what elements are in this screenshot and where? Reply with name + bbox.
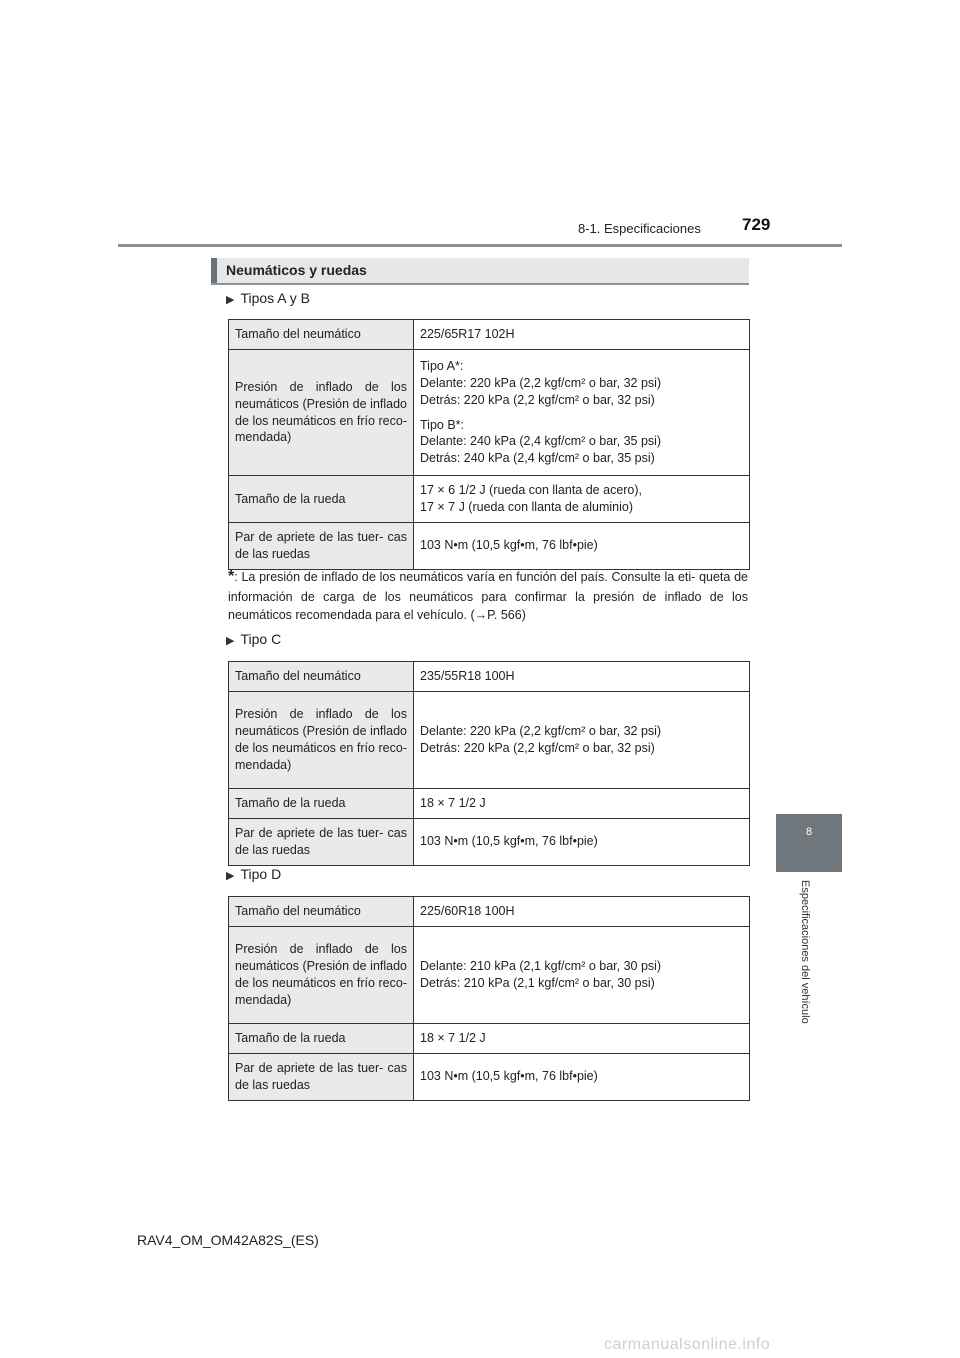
subheading-group-2: ▶ Tipo C xyxy=(226,631,282,647)
subheading-group-1: ▶ Tipos A y B xyxy=(226,290,310,306)
footnote xyxy=(228,565,748,624)
row-value: 103 N•m (10,5 kgf•m, 76 lbf•pie) xyxy=(414,1053,750,1100)
triangle-bullet-icon: ▶ xyxy=(226,870,235,882)
row-value: 17 × 6 1/2 J (rueda con llanta de acero), 17 × 7 J (rueda con llanta de aluminio) xyxy=(414,476,750,523)
row-label: Presión de inflado de los neumáticos (Presión de inflado de los neumáticos en frío reco- mendada) xyxy=(229,349,414,475)
row-value: 225/65R17 102H xyxy=(414,320,750,350)
chapter-tab xyxy=(776,814,842,872)
triangle-bullet-icon: ▶ xyxy=(226,635,235,647)
row-label: Tamaño de la rueda xyxy=(229,476,414,523)
section-heading-text: Neumáticos y ruedas xyxy=(226,262,367,278)
page-number: 729 xyxy=(742,215,771,234)
row-label: Tamaño del neumático xyxy=(229,897,414,927)
row-label: Par de apriete de las tuer- cas de las ruedas xyxy=(229,1053,414,1100)
row-value: 103 N•m (10,5 kgf•m, 76 lbf•pie) xyxy=(414,818,750,865)
spec-table-group-1 xyxy=(228,319,750,570)
table-row xyxy=(229,349,750,475)
section-heading xyxy=(211,258,749,285)
row-label: Presión de inflado de los neumáticos (Presión de inflado de los neumáticos en frío reco- mendada) xyxy=(229,691,414,788)
triangle-bullet-icon: ▶ xyxy=(226,294,235,306)
row-label: Tamaño del neumático xyxy=(229,320,414,350)
row-value: 103 N•m (10,5 kgf•m, 76 lbf•pie) xyxy=(414,522,750,569)
spec-table-group-2 xyxy=(228,661,750,866)
row-value: Tipo A*: Delante: 220 kPa (2,2 kgf/cm² o bar, 32 psi) Detrás: 220 kPa (2,2 kgf/cm² o bar, 32 psi) Tipo B*: Delante: 240 kPa (2,4 kgf/cm² o bar, 35 psi) Detrás: 240 kPa (2,4 kgf/cm² o bar, 35 psi) xyxy=(414,349,750,475)
footnote-text: : La presión de inflado de los neumáticos varía en función del país. Consulte la eti- queta de información de carga de los neumáticos para confirmar la presión de inflado de los neumáticos recomendada para el vehículo. (→P. 566) xyxy=(228,570,748,623)
table-row xyxy=(229,897,750,927)
watermark: carmanualsonline.info xyxy=(604,1336,771,1353)
row-label: Presión de inflado de los neumáticos (Presión de inflado de los neumáticos en frío reco- mendada) xyxy=(229,926,414,1023)
table-row xyxy=(229,476,750,523)
table-row xyxy=(229,1053,750,1100)
row-label: Tamaño del neumático xyxy=(229,662,414,692)
table-row xyxy=(229,1023,750,1053)
table-row xyxy=(229,522,750,569)
row-label: Par de apriete de las tuer- cas de las ruedas xyxy=(229,522,414,569)
table-row xyxy=(229,818,750,865)
section-heading-bar xyxy=(211,258,217,283)
chapter-side-label: Especificaciones del vehículo xyxy=(799,880,811,1024)
row-value: 225/60R18 100H xyxy=(414,897,750,927)
row-value: Delante: 210 kPa (2,1 kgf/cm² o bar, 30 psi) Detrás: 210 kPa (2,1 kgf/cm² o bar, 30 psi) xyxy=(414,926,750,1023)
header-section-title: 8-1. Especificaciones xyxy=(578,221,701,236)
footnote-mark: * xyxy=(228,568,235,585)
table-row xyxy=(229,788,750,818)
row-label: Tamaño de la rueda xyxy=(229,1023,414,1053)
table-row xyxy=(229,926,750,1023)
spec-table-group-3 xyxy=(228,896,750,1101)
row-label: Tamaño de la rueda xyxy=(229,788,414,818)
table-row xyxy=(229,320,750,350)
chapter-number: 8 xyxy=(806,826,813,838)
table-row xyxy=(229,662,750,692)
row-value: Delante: 220 kPa (2,2 kgf/cm² o bar, 32 psi) Detrás: 220 kPa (2,2 kgf/cm² o bar, 32 psi) xyxy=(414,691,750,788)
subheading-group-3: ▶ Tipo D xyxy=(226,866,282,882)
row-value: 235/55R18 100H xyxy=(414,662,750,692)
table-row xyxy=(229,691,750,788)
row-value: 18 × 7 1/2 J xyxy=(414,788,750,818)
document-code: RAV4_OM_OM42A82S_(ES) xyxy=(137,1232,319,1248)
row-value: 18 × 7 1/2 J xyxy=(414,1023,750,1053)
header-rule xyxy=(118,244,842,247)
row-label: Par de apriete de las tuer- cas de las ruedas xyxy=(229,818,414,865)
